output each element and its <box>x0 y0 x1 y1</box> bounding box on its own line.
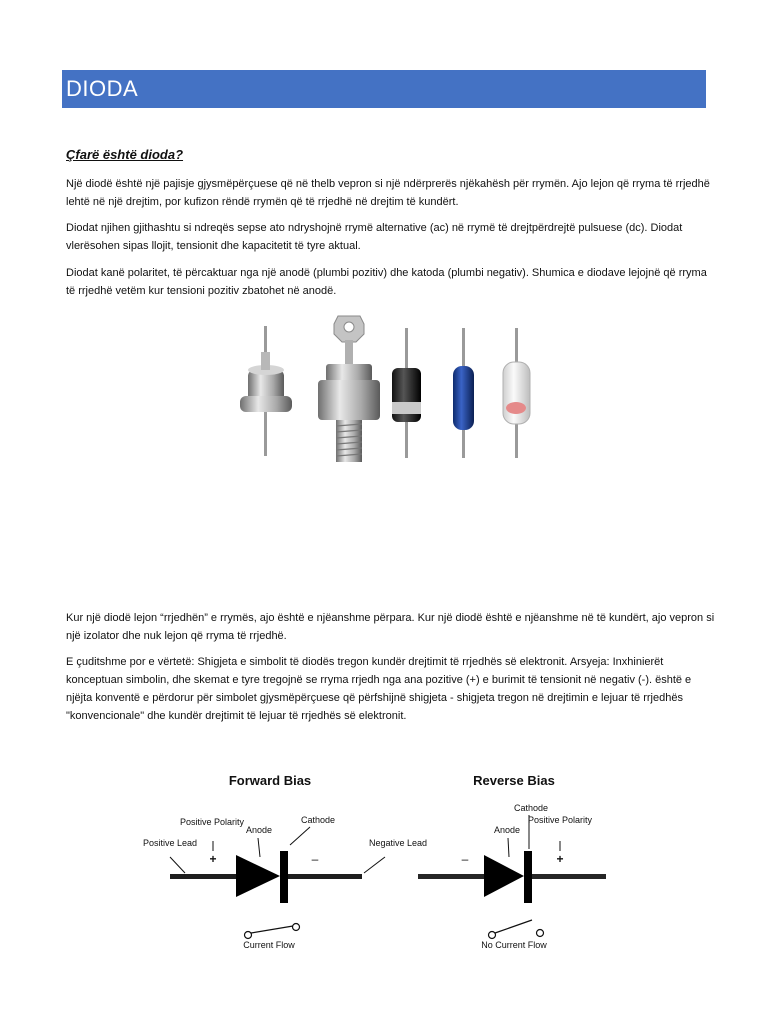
paragraph-4: Kur një diodë lejon “rrjedhën” e rrymës, ajo është e njëanshme përpara. Kur një diodë është e njëanshme në të kundërt, ajo vepron si një izolator dhe nuk lejon që rryma të rrjedhë. <box>66 612 715 642</box>
forward-positive-polarity-label: Positive Polarity <box>179 817 245 827</box>
reverse-diode-bar <box>524 851 532 903</box>
reverse-positive-polarity-label: Positive Polarity <box>527 815 593 825</box>
forward-flow-label: Current Flow <box>243 940 295 950</box>
paragraph-3: Diodat kanë polaritet, të përcaktuar nga një anodë (plumbi pozitiv) dhe katoda (plumbi negativ). Shumica e diodave lejojnë që rryma të rrjedhë vetëm kur tensioni pozitiv zbatohet në anodë. <box>66 267 707 297</box>
diode-cap-type <box>240 326 292 456</box>
forward-minus-sign: – <box>311 852 319 866</box>
reverse-minus-sign: – <box>461 852 469 866</box>
paragraph-2: Diodat njihen gjithashtu si ndreqës sepse ato ndryshojnë rrymë alternative (ac) në rrymë të drejtpërdrejtë pulsuese (dc). Diodat vlerësohen sipas llojit, tensionit dhe kapacitetit të tyre aktual. <box>66 222 683 252</box>
reverse-flow-label: No Current Flow <box>481 940 547 950</box>
forward-anode-label: Anode <box>245 825 273 835</box>
reverse-diode-triangle <box>484 855 524 897</box>
paragraph-1: Një diodë është një pajisje gjysmëpërçuese që në thelb vepron si një ndërprerës njëkahësh për rrymën. Ajo lejon që rryma të rrjedhë lehtë në një drejtim, por kufizon rëndë rrymën që të rrjedhë në drejtim të kundërt. <box>66 178 710 208</box>
diode-glass-axial <box>503 328 530 458</box>
reverse-switch-icon <box>489 920 544 939</box>
forward-diode-bar <box>280 851 288 903</box>
forward-cathode-label: Cathode <box>300 815 336 825</box>
diode-stud-type <box>318 316 380 462</box>
reverse-cathode-label: Cathode <box>513 803 549 813</box>
forward-negative-lead-label: Negative Lead <box>368 838 428 848</box>
reverse-anode-label: Anode <box>493 825 521 835</box>
forward-switch-icon <box>245 924 300 939</box>
reverse-plus-sign: + <box>556 852 564 866</box>
section-heading: Çfarë është dioda? <box>66 147 184 162</box>
reverse-bias-title: Reverse Bias <box>473 773 555 788</box>
forward-diode-triangle <box>236 855 280 897</box>
diode-blue-axial <box>453 328 474 458</box>
forward-positive-lead-label: Positive Lead <box>142 838 198 848</box>
diode-black-axial <box>392 328 421 458</box>
reverse-right-lead <box>532 874 606 879</box>
forward-plus-sign: + <box>209 852 217 866</box>
reverse-left-lead <box>418 874 484 879</box>
diodes-photo <box>230 312 540 472</box>
bias-diagram <box>140 765 620 960</box>
forward-bias-title: Forward Bias <box>228 773 312 788</box>
page-title: DIODA <box>62 70 706 108</box>
paragraph-5: E çuditshme por e vërtetë: Shigjeta e simbolit të diodës tregon kundër drejtimit të rrjedhës së elektronit. Arsyeja: Inxhinierët konceptuan simbolin, dhe skemat e tyre tregojnë se rryma rrjedh nga ana pozitive (+) e burimit të tensionit në negativ (-). është e njëjta konventë e përdorur për simbolet gjysmëpërçuese që përfshijnë shigjeta - shigjeta tregon në drejtimin e lejuar të rrjedhës "konvencionale" dhe kundër drejtimit të lejuar të rrjedhës së elektronit. <box>66 656 692 722</box>
